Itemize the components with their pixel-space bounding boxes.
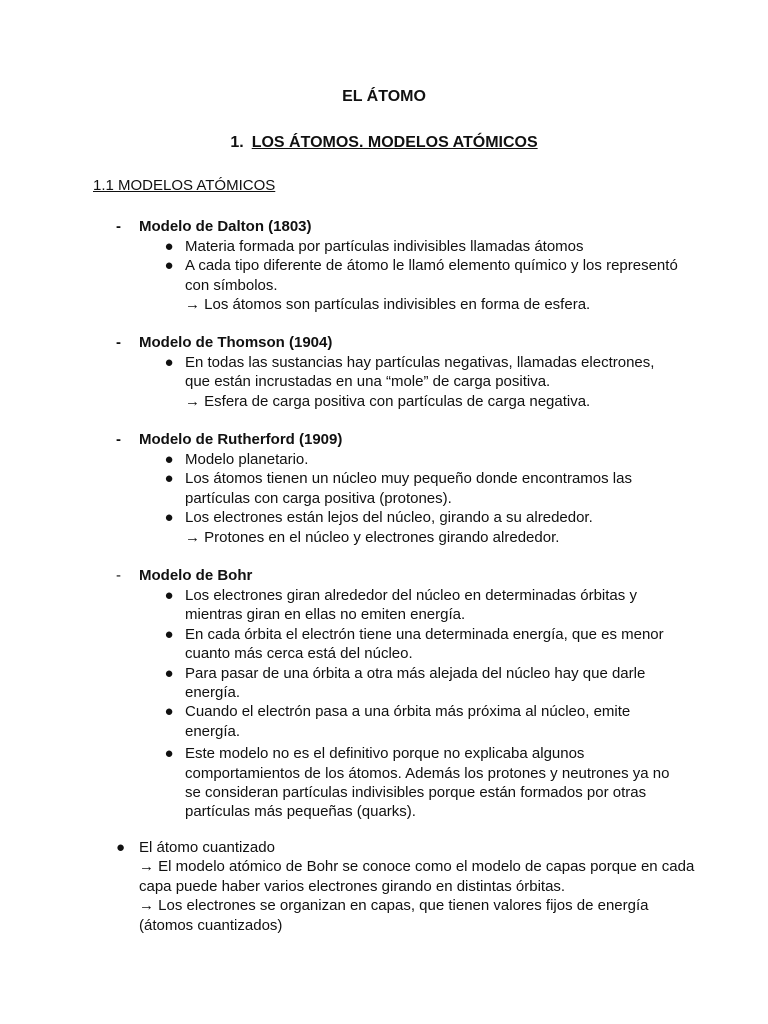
bohr-bullets [161, 586, 681, 822]
section-number: 1. [230, 134, 244, 151]
conclusion-note: → Esfera de carga positiva con partículas de carga negativa. [185, 392, 591, 410]
model-title-rutherford: Modelo de Rutherford (1909) [139, 431, 343, 448]
model-title-dalton: Modelo de Dalton (1803) [139, 218, 312, 235]
bullet-icon: ● [116, 839, 126, 856]
quantized-title: El átomo cuantizado [139, 839, 275, 856]
bullet-icon: ● [164, 587, 174, 604]
conclusion-note: → Protones en el núcleo y electrones girando alrededor. [185, 528, 560, 546]
bullet-icon: ● [164, 745, 174, 763]
section-heading [0, 133, 768, 152]
list-item: ● Este modelo no es el definitivo porque no explicaba algunos comportamientos de los átomos. Además los protones y neutrones ya no se consideran partículas indivisibles porque están formados por otras partículas más pequeñas (quarks). [161, 744, 681, 822]
list-item: ● A cada tipo diferente de átomo le llamó elemento químico y los representó con símbolos. [161, 256, 681, 295]
list-item: ● En todas las sustancias hay partículas negativas, llamadas electrones, que están incrustadas en una “mole” de carga positiva. [161, 353, 681, 392]
model-title-bohr: Modelo de Bohr [139, 567, 253, 584]
bullet-icon: ● [164, 257, 174, 275]
list-item: ● Modelo planetario. [161, 450, 681, 469]
bullet-icon: ● [164, 509, 174, 527]
thomson-bullets [161, 353, 681, 411]
bullet-icon: ● [164, 703, 174, 721]
list-item: ● Para pasar de una órbita a otra más alejada del núcleo hay que darle energía. [161, 664, 681, 703]
document-title: EL ÁTOMO [342, 88, 426, 105]
list-item: ● Materia formada por partículas indivisibles llamadas átomos [161, 237, 681, 256]
list-item: ● Los electrones giran alrededor del núcleo en determinadas órbitas y mientras giran en ellas no emiten energía. [161, 586, 681, 625]
dash-marker: - [116, 334, 121, 351]
quantized-line: → El modelo atómico de Bohr se conoce como el modelo de capas porque en cada capa puede haber varios electrones girando en distintas órbitas. [139, 858, 695, 895]
bullet-icon: ● [164, 451, 174, 468]
list-item: ● En cada órbita el electrón tiene una determinada energía, que es menor cuanto más cerca está del núcleo. [161, 625, 681, 664]
quantized-line: → Los electrones se organizan en capas, que tienen valores fijos de energía (átomos cuantizados) [139, 897, 649, 934]
bullet-icon: ● [164, 238, 174, 255]
list-item: ● Los átomos tienen un núcleo muy pequeño donde encontramos las partículas con carga positiva (protones). [161, 469, 681, 508]
bullet-icon: ● [164, 664, 174, 682]
model-title-thomson: Modelo de Thomson (1904) [139, 334, 333, 351]
dalton-bullets [161, 237, 681, 315]
dash-marker: - [116, 431, 121, 448]
list-item: ● Cuando el electrón pasa a una órbita más próxima al núcleo, emite energía. [161, 702, 681, 741]
bullet-icon: ● [164, 354, 174, 371]
section-heading-text: LOS ÁTOMOS. MODELOS ATÓMICOS [251, 134, 538, 151]
dash-marker: - [116, 567, 121, 584]
quantized-body [139, 838, 699, 935]
list-item: ● Los electrones están lejos del núcleo, girando a su alrededor. [161, 508, 681, 527]
bullet-icon: ● [164, 625, 174, 643]
bullet-icon: ● [164, 470, 174, 488]
rutherford-bullets [161, 450, 681, 547]
conclusion-note: → Los átomos son partículas indivisibles en forma de esfera. [185, 296, 591, 314]
dash-marker: - [116, 218, 121, 235]
subsection-heading: 1.1 MODELOS ATÓMICOS [93, 177, 276, 194]
